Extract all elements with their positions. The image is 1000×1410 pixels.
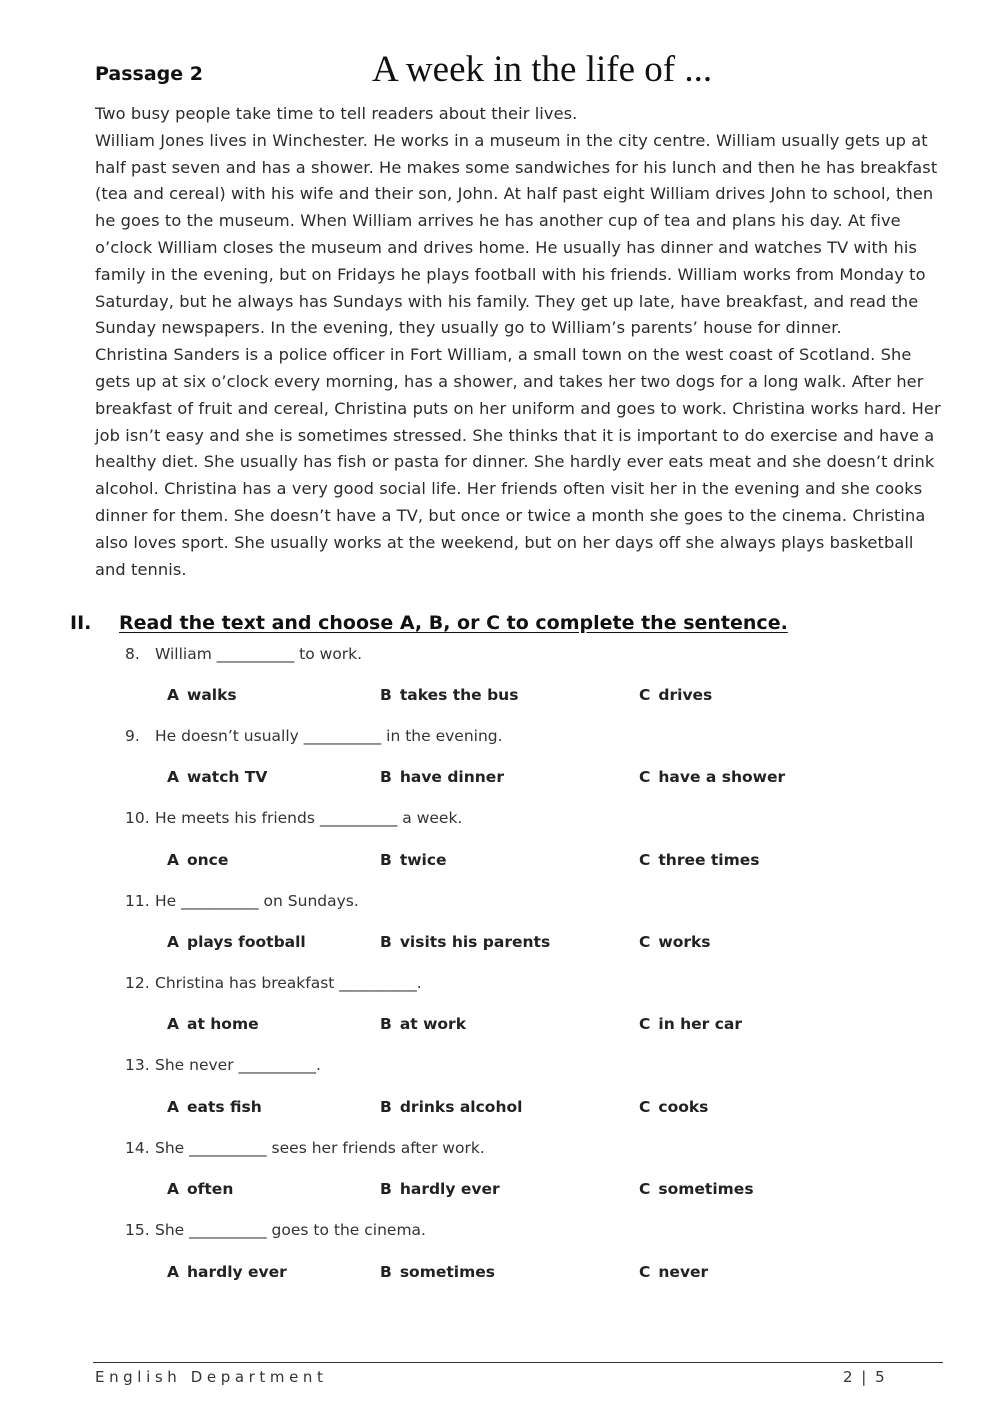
option-b[interactable]	[380, 1015, 466, 1033]
question-number: 12.	[125, 974, 150, 992]
option-text: cooks	[658, 1098, 709, 1116]
option-text: drinks alcohol	[399, 1098, 523, 1116]
option-text: takes the bus	[399, 686, 519, 704]
option-letter: C	[639, 933, 651, 951]
option-a[interactable]	[167, 851, 228, 869]
option-letter: A	[167, 933, 179, 951]
option-text: visits his parents	[399, 933, 551, 951]
question-text	[125, 727, 503, 745]
option-letter: C	[639, 1263, 651, 1281]
page-number: 2 | 5	[843, 1368, 887, 1386]
option-c[interactable]	[639, 768, 785, 786]
question-text	[125, 1221, 426, 1239]
option-letter: B	[380, 1098, 392, 1116]
question-number: 15.	[125, 1221, 150, 1239]
option-c[interactable]	[639, 686, 712, 704]
option-a[interactable]	[167, 1263, 287, 1281]
question-number: 10.	[125, 809, 150, 827]
option-text: never	[658, 1263, 709, 1281]
page-title: A week in the life of ...	[372, 49, 713, 90]
question-text	[125, 645, 362, 663]
question-stem: Christina has breakfast __________.	[155, 974, 422, 992]
option-letter: A	[167, 851, 179, 869]
option-a[interactable]	[167, 1180, 233, 1198]
option-text: have dinner	[399, 768, 504, 786]
option-b[interactable]	[380, 933, 550, 951]
option-text: three times	[658, 851, 760, 869]
section-numeral: II.	[70, 612, 92, 634]
option-b[interactable]	[380, 851, 447, 869]
option-text: at home	[187, 1015, 259, 1033]
option-b[interactable]	[380, 1263, 495, 1281]
option-letter: C	[639, 1098, 651, 1116]
question-stem: He meets his friends __________ a week.	[155, 809, 463, 827]
option-b[interactable]	[380, 1098, 522, 1116]
option-a[interactable]	[167, 933, 306, 951]
question-stem: She __________ sees her friends after work.	[155, 1139, 485, 1157]
option-text: drives	[658, 686, 713, 704]
option-text: twice	[399, 851, 447, 869]
option-text: often	[187, 1180, 234, 1198]
footer-department: English Department	[95, 1368, 328, 1386]
option-text: plays football	[187, 933, 306, 951]
footer-divider	[93, 1362, 943, 1363]
question-stem: William __________ to work.	[155, 645, 363, 663]
question-stem: She never __________.	[155, 1056, 321, 1074]
passage-william: William Jones lives in Winchester. He works in a museum in the city centre. William usually gets up at half past seven and has a shower. He makes some sandwiches for his lunch and then he has breakfast (tea and cereal) with his wife and their son, John. At half past eight William drives John to school, then he goes to the museum. When William arrives he has another cup of tea and plans his day. At five o’clock William closes the museum and drives home. He usually has dinner and watches TV with his family in the evening, but on Fridays he plays football with his friends. William works from Monday to Saturday, but he always has Sundays with his family. They get up late, have breakfast, and read the Sunday newspapers. In the evening, they usually go to William’s parents’ house for dinner.	[95, 130, 938, 338]
question-number: 13.	[125, 1056, 150, 1074]
question-text	[125, 1056, 321, 1074]
option-letter: B	[380, 933, 392, 951]
option-a[interactable]	[167, 686, 237, 704]
option-letter: B	[380, 1015, 392, 1033]
option-text: sometimes	[658, 1180, 754, 1198]
option-letter: B	[380, 1180, 392, 1198]
option-letter: A	[167, 1015, 179, 1033]
passage-label: Passage 2	[95, 63, 203, 85]
reading-passage	[95, 101, 945, 583]
question-stem: He doesn’t usually __________ in the evening.	[155, 727, 503, 745]
option-letter: C	[639, 768, 651, 786]
question-text	[125, 974, 422, 992]
option-text: eats fish	[187, 1098, 262, 1116]
question-text	[125, 1139, 485, 1157]
question-stem: He __________ on Sundays.	[155, 892, 359, 910]
option-letter: C	[639, 686, 651, 704]
option-text: at work	[399, 1015, 467, 1033]
option-letter: B	[380, 686, 392, 704]
question-stem: She __________ goes to the cinema.	[155, 1221, 426, 1239]
option-letter: A	[167, 768, 179, 786]
passage-christina: Christina Sanders is a police officer in Fort William, a small town on the west coast of Scotland. She gets up at six o’clock every morning, has a shower, and takes her two dogs for a long walk. After her breakfast of fruit and cereal, Christina puts on her uniform and goes to work. Christina works hard. Her job isn’t easy and she is sometimes stressed. She thinks that it is important to do exercise and have a healthy diet. She usually has fish or pasta for dinner. She hardly ever eats meat and she doesn’t drink alcohol. Christina has a very good social life. Her friends often visit her in the evening and she cooks dinner for them. She doesn’t have a TV, but once or twice a month she goes to the cinema. Christina also loves sport. She usually works at the weekend, but on her days off she always plays basketball and tennis.	[95, 345, 941, 579]
passage-intro: Two busy people take time to tell readers about their lives.	[95, 104, 578, 123]
option-letter: A	[167, 1098, 179, 1116]
question-number: 8.	[125, 645, 140, 663]
option-text: sometimes	[399, 1263, 495, 1281]
option-a[interactable]	[167, 1098, 262, 1116]
option-b[interactable]	[380, 1180, 500, 1198]
option-text: hardly ever	[399, 1180, 500, 1198]
option-a[interactable]	[167, 1015, 259, 1033]
option-text: watch TV	[187, 768, 268, 786]
option-c[interactable]	[639, 1263, 708, 1281]
question-number: 14.	[125, 1139, 150, 1157]
option-c[interactable]	[639, 933, 711, 951]
option-letter: C	[639, 1015, 651, 1033]
option-text: works	[658, 933, 711, 951]
option-c[interactable]	[639, 1098, 708, 1116]
option-text: have a shower	[658, 768, 786, 786]
option-text: in her car	[658, 1015, 743, 1033]
option-letter: A	[167, 1180, 179, 1198]
option-text: hardly ever	[187, 1263, 287, 1281]
option-letter: B	[380, 1263, 392, 1281]
option-letter: C	[639, 1180, 651, 1198]
option-b[interactable]	[380, 686, 518, 704]
option-text: walks	[187, 686, 237, 704]
section-instruction: Read the text and choose A, B, or C to complete the sentence.	[119, 612, 788, 634]
option-letter: C	[639, 851, 651, 869]
question-text	[125, 809, 462, 827]
option-letter: A	[167, 686, 179, 704]
option-c[interactable]	[639, 1180, 754, 1198]
question-number: 11.	[125, 892, 150, 910]
option-b[interactable]	[380, 768, 504, 786]
option-text: once	[187, 851, 229, 869]
question-number: 9.	[125, 727, 140, 745]
option-letter: B	[380, 851, 392, 869]
option-letter: B	[380, 768, 392, 786]
option-c[interactable]	[639, 1015, 742, 1033]
question-text	[125, 892, 359, 910]
option-c[interactable]	[639, 851, 760, 869]
option-letter: A	[167, 1263, 179, 1281]
option-a[interactable]	[167, 768, 267, 786]
